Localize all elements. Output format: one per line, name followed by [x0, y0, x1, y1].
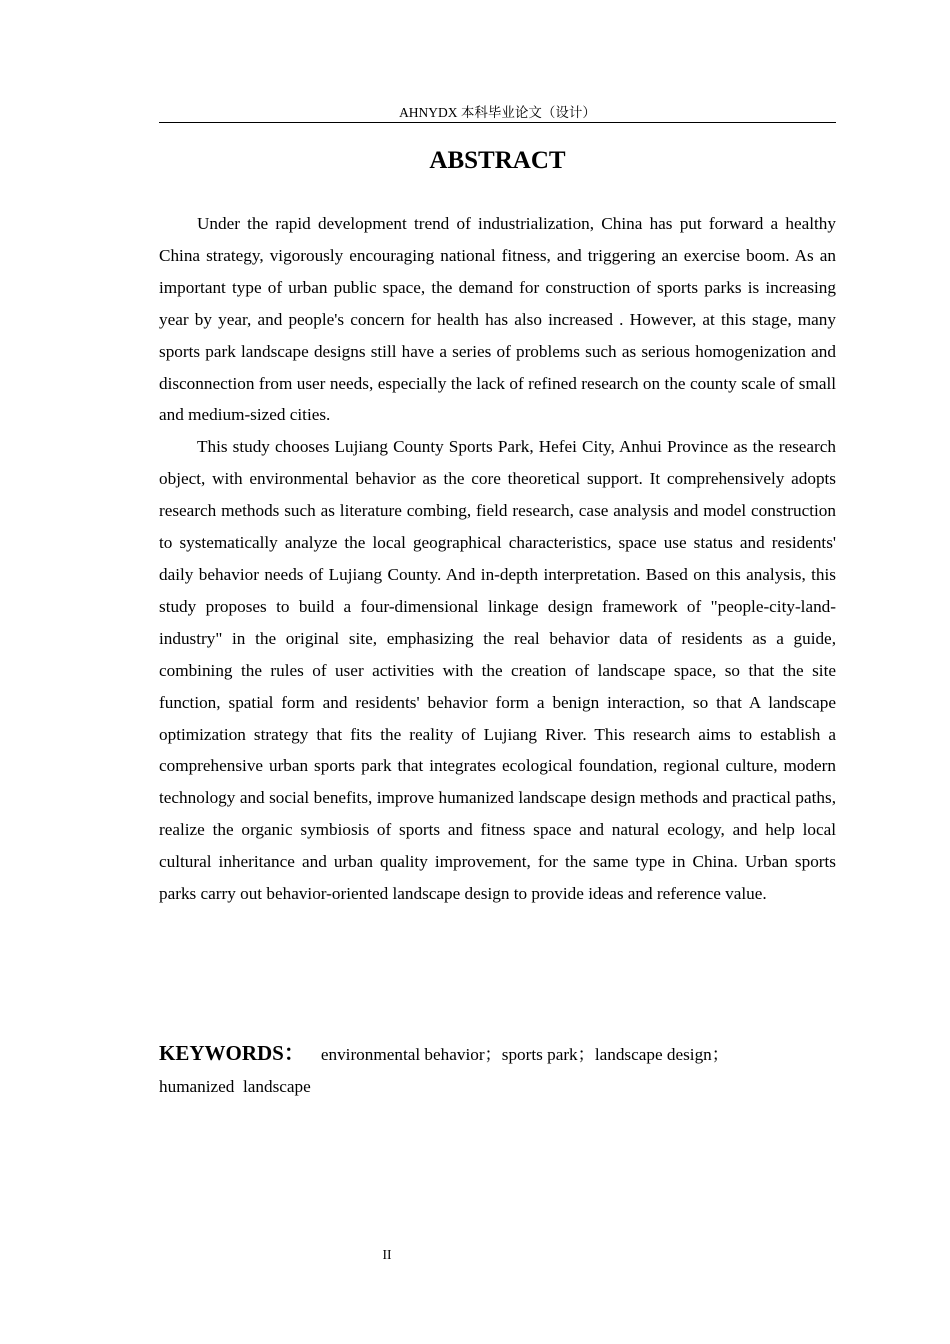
header-rule [159, 122, 836, 123]
keyword-item: sports park； [501, 1045, 595, 1064]
keywords-label: KEYWORDS： [159, 1041, 305, 1065]
abstract-title: ABSTRACT [429, 147, 566, 174]
abstract-body [159, 208, 836, 910]
keyword-item: environmental behavior； [320, 1045, 502, 1064]
keyword-item: landscape design； [594, 1045, 729, 1064]
keyword-item: humanized landscape [159, 1077, 311, 1096]
keywords-section [159, 1037, 836, 1103]
abstract-paragraph-1: Under the rapid development trend of industrialization, China has put forward a healthy China strategy, vigorously encouraging national fitness, and triggering an exercise boom. As an important type of urban public space, the demand for construction of sports parks is increasing year by year, and people's concern for health has also increased . However, at this stage, many sports park landscape designs still have a series of problems such as serious homogenization and disconnection from user needs, especially the lack of refined research on the county scale of small and medium-sized cities. [159, 214, 836, 425]
page-number: II [382, 1247, 392, 1262]
running-header: AHNYDX 本科毕业论文（设计） [399, 105, 596, 120]
abstract-paragraph-2: This study chooses Lujiang County Sports Park, Hefei City, Anhui Province as the research object, with environmental behavior as the core theoretical support. It comprehensively adopts research methods such as literature combing, field research, case analysis and model construction to systematically analyze the local geographical characteristics, space use status and residents' daily behavior needs of Lujiang County. And in-depth interpretation. Based on this analysis, this study proposes to build a four-dimensional linkage design framework of "people-city-land-industry" in the original site, emphasizing the real behavior data of residents as a guide, combining the rules of user activities with the creation of landscape space, so that the site function, spatial form and residents' behavior form a benign interaction, so that A landscape optimization strategy that fits the reality of Lujiang River. This research aims to establish a comprehensive urban sports park that integrates ecological foundation, regional culture, modern technology and social benefits, improve humanized landscape design methods and practical paths, realize the organic symbiosis of sports and fitness space and natural ecology, and help local cultural inheritance and urban quality improvement, for the same type in China. Urban sports parks carry out behavior-oriented landscape design to provide ideas and reference value. [159, 437, 836, 904]
